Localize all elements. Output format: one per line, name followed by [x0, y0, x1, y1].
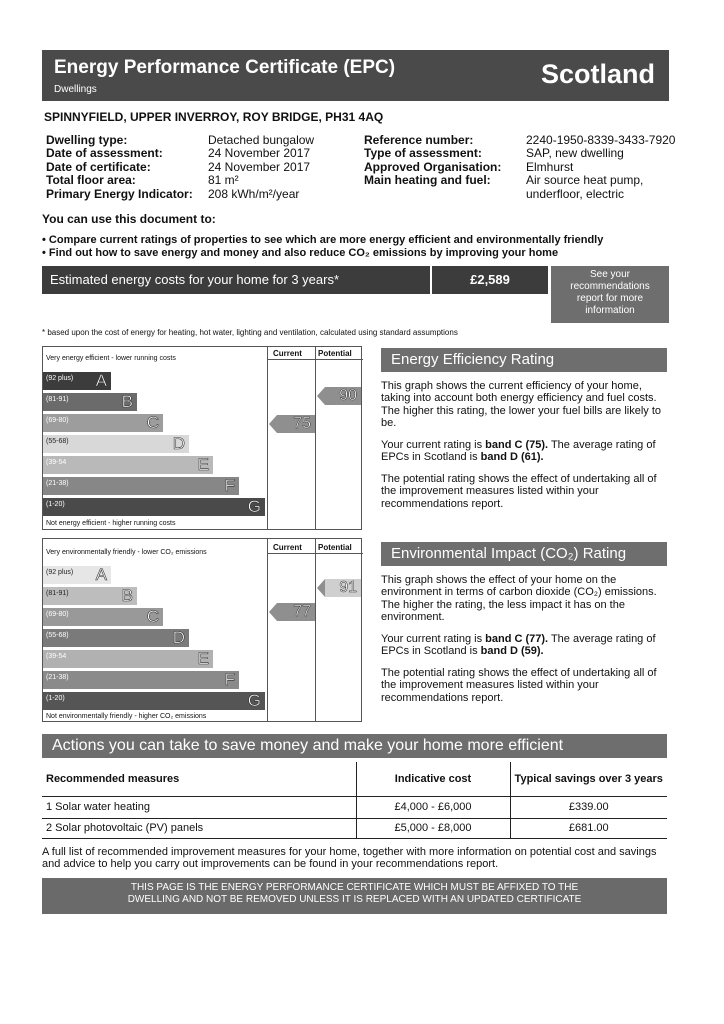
- environment-heading: Environmental Impact (CO₂) Rating: [381, 542, 667, 566]
- current-rating-marker: 75: [277, 415, 315, 433]
- detail-value: Air source heat pump,: [526, 173, 644, 188]
- chart-top-label: Very environmentally friendly - lower CO₂ emissions: [46, 549, 207, 556]
- environmental-impact-chart: [42, 538, 362, 722]
- details-left: [46, 134, 314, 201]
- band-letter: G: [247, 691, 261, 710]
- band-letter: A: [95, 371, 107, 390]
- band-range: (1-20): [46, 501, 65, 508]
- col-current: Current: [273, 349, 302, 358]
- band-range: (92 plus): [46, 569, 74, 576]
- band-letter: F: [224, 670, 235, 689]
- text-span: Your current rating is: [381, 439, 486, 451]
- band-range: (21-38): [46, 674, 69, 681]
- band-range: (69-80): [46, 417, 69, 424]
- detail-value: 24 November 2017: [208, 159, 311, 174]
- property-address: SPINNYFIELD, UPPER INVERROY, ROY BRIDGE, PH31 4AQ: [44, 110, 384, 124]
- country-label: Scotland: [540, 59, 655, 89]
- efficiency-para-1: This graph shows the current efficiency of your home, taking into account both energy efficiency and fuel costs. The higher this rating, the lower your fuel bills are likely to be.: [381, 380, 662, 430]
- energy-efficiency-chart: [42, 346, 362, 530]
- footer-line-1: THIS PAGE IS THE ENERGY PERFORMANCE CERTIFICATE WHICH MUST BE AFFIXED TO THE: [130, 882, 579, 893]
- costs-footnote: * based upon the cost of energy for heating, hot water, lighting and ventilation, calculated using standard assumptions: [42, 328, 458, 337]
- detail-value: underfloor, electric: [526, 186, 625, 201]
- efficiency-para-3: The potential rating shows the effect of undertaking all of the improvement measures listed within your recommendations report.: [381, 473, 657, 510]
- band-range: (55-68): [46, 438, 69, 445]
- chart-top-label: Very energy efficient - lower running costs: [46, 355, 176, 362]
- band-c: [43, 608, 163, 626]
- band-range: (81-91): [46, 590, 69, 597]
- band-b: [43, 587, 137, 605]
- band-letter: E: [197, 455, 209, 474]
- detail-label: Total floor area:: [46, 173, 136, 188]
- band-b: [43, 393, 137, 411]
- band-letter: D: [172, 434, 185, 453]
- detail-label: Primary Energy Indicator:: [46, 186, 193, 201]
- band-d: [43, 629, 189, 647]
- text-span: The average rating of EPCs in Scotland is: [381, 439, 656, 464]
- text-span: Your current rating is: [381, 633, 486, 645]
- uses-item: • Find out how to save energy and money and also reduce CO₂ emissions by improving your home: [42, 247, 559, 259]
- potential-rating-marker: 91: [325, 579, 361, 597]
- actions-heading: Actions you can take to save money and make your home more efficient: [42, 734, 667, 758]
- savings-cell: £681.00: [568, 822, 609, 834]
- col-cost: Indicative cost: [356, 762, 510, 796]
- col-potential: Potential: [318, 543, 352, 552]
- band-f: [43, 671, 239, 689]
- band-range: (21-38): [46, 480, 69, 487]
- current-band: band C (77).: [485, 633, 549, 645]
- detail-label: Reference number:: [364, 133, 474, 147]
- cost-cell: £5,000 - £8,000: [356, 818, 510, 838]
- band-a: [43, 566, 111, 584]
- band-e: [43, 456, 213, 474]
- table-header-row: [42, 762, 667, 796]
- savings-cell: £339.00: [568, 801, 609, 813]
- band-d: [43, 435, 189, 453]
- environment-para-2: [381, 633, 667, 658]
- band-c: [43, 414, 163, 432]
- detail-label: [364, 188, 526, 201]
- detail-value: 208 kWh/m²/year: [208, 186, 300, 201]
- measure-cell: 2 Solar photovoltaic (PV) panels: [42, 818, 356, 838]
- band-letter: B: [121, 392, 133, 411]
- detail-label: Main heating and fuel:: [364, 173, 491, 188]
- band-g: [43, 692, 265, 710]
- certificate-header: [42, 50, 669, 101]
- band-letter: F: [224, 476, 235, 495]
- energy-costs-value: £2,589: [432, 266, 548, 294]
- band-range: (39-54: [46, 653, 67, 660]
- band-letter: C: [146, 607, 159, 626]
- certificate-title: Energy Performance Certificate (EPC): [54, 57, 396, 78]
- uses-item-text: Find out how to save energy and money and also reduce CO₂ emissions by improving your home: [48, 247, 559, 259]
- band-a: [43, 372, 111, 390]
- average-band: band D (61).: [480, 451, 544, 464]
- cost-cell: £4,000 - £6,000: [356, 796, 510, 818]
- col-current: Current: [273, 543, 302, 552]
- average-band: band D (59).: [480, 645, 544, 658]
- col-measures: Recommended measures: [42, 762, 356, 796]
- uses-item-text: Compare current ratings of properties to see which are more energy efficient and environmentally friendly: [48, 234, 604, 246]
- detail-value: 24 November 2017: [208, 146, 311, 161]
- band-range: (69-80): [46, 611, 69, 618]
- table-row: [42, 818, 667, 838]
- band-range: (1-20): [46, 695, 65, 702]
- detail-value: 2240-1950-8339-3433-7920: [526, 133, 676, 147]
- band-g: [43, 498, 265, 516]
- energy-costs-label: Estimated energy costs for your home for 3 years*: [42, 266, 430, 294]
- band-range: (92 plus): [46, 375, 74, 382]
- col-savings: Typical savings over 3 years: [514, 772, 663, 785]
- uses-intro: You can use this document to:: [42, 212, 216, 226]
- detail-label: Type of assessment:: [364, 146, 482, 161]
- actions-note: A full list of recommended improvement measures for your home, together with more information on potential cost and savings and advice to help you carry out improvements can be found in your recommendations report.: [42, 846, 657, 871]
- uses-item: • Compare current ratings of properties to see which are more energy efficient and environmentally friendly: [42, 234, 604, 246]
- band-e: [43, 650, 213, 668]
- text-span: The average rating of EPCs in Scotland is: [381, 633, 656, 658]
- band-letter: C: [146, 413, 159, 432]
- band-range: (39-54: [46, 459, 67, 466]
- current-band: band C (75).: [485, 439, 549, 451]
- efficiency-heading: Energy Efficiency Rating: [381, 348, 667, 372]
- detail-label: Dwelling type:: [46, 133, 128, 147]
- detail-value: SAP, new dwelling: [526, 146, 624, 161]
- band-letter: A: [95, 565, 107, 584]
- environment-para-3: The potential rating shows the effect of undertaking all of the improvement measures listed within your recommendations report.: [381, 667, 657, 704]
- band-letter: B: [121, 586, 133, 605]
- detail-value: Elmhurst: [526, 159, 574, 174]
- band-range: (81-91): [46, 396, 69, 403]
- col-potential: Potential: [318, 349, 352, 358]
- certificate-subtitle: Dwellings: [54, 84, 97, 95]
- footer-banner: [42, 878, 667, 914]
- detail-value: 81 m²: [208, 173, 239, 188]
- table-row: [42, 796, 667, 818]
- chart-bottom-label: Not environmentally friendly - higher CO₂ emissions: [46, 713, 207, 720]
- band-f: [43, 477, 239, 495]
- band-letter: G: [247, 497, 261, 516]
- recommendations-report-link[interactable]: See your recommendations report for more information: [551, 266, 669, 323]
- recommended-measures-table: [42, 762, 667, 839]
- footer-line-2: DWELLING AND NOT BE REMOVED UNLESS IT IS REPLACED WITH AN UPDATED CERTIFICATE: [127, 894, 582, 905]
- band-range: (55-68): [46, 632, 69, 639]
- band-letter: E: [197, 649, 209, 668]
- measure-cell: 1 Solar water heating: [42, 796, 356, 818]
- detail-label: Date of assessment:: [46, 146, 163, 161]
- detail-label: Approved Organisation:: [364, 159, 502, 174]
- current-rating-marker: 77: [277, 603, 315, 621]
- potential-rating-marker: 90: [325, 387, 361, 405]
- environment-para-1: This graph shows the effect of your home on the environment in terms of carbon dioxide (CO₂) emissions. The higher the rating, the less impact it has on the environment.: [381, 574, 657, 624]
- details-right: [364, 134, 675, 201]
- efficiency-para-2: [381, 439, 667, 464]
- chart-bottom-label: Not energy efficient - higher running costs: [46, 520, 176, 527]
- detail-value: Detached bungalow: [208, 133, 315, 147]
- band-letter: D: [172, 628, 185, 647]
- detail-label: Date of certificate:: [46, 159, 151, 174]
